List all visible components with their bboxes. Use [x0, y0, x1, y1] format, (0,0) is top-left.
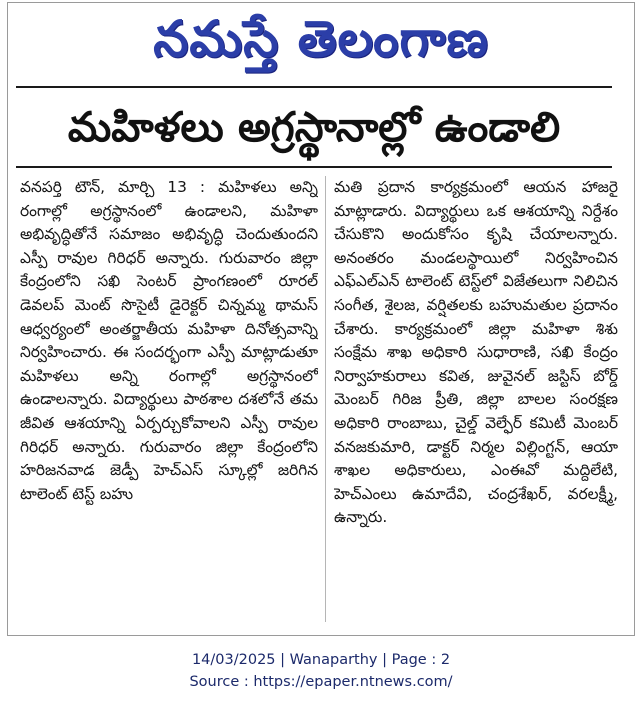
newspaper-masthead	[8, 3, 634, 81]
headline-top-rule	[16, 86, 612, 88]
masthead-logo-text: నమస్తే తెలంగాణ	[153, 10, 489, 68]
column-divider	[325, 176, 326, 622]
headline-text: మహిళలు అగ్రస్థానాల్లో ఉండాలి	[67, 103, 561, 151]
article-column-left: వనపర్తి టౌన్, మార్చి 13 : మహిళలు అన్ని రంగాల్లో అగ్రస్థానంలో ఉండాలని, మహిళా అభివృద్ధితోనే సమాజం అభివృద్ధి చెందుతుందని ఎస్పీ రావుల గిరిధర్ అన్నారు. గురువారం జిల్లా కేంద్రంలోని సఖి సెంటర్ ప్రాంగణంలో రూరల్ డెవలప్ మెంట్ సొసైటీ డైరెక్టర్ చిన్నమ్మ థామస్ ఆధ్వర్యంలో అంతర్జాతీయ మహిళా దినోత్సవాన్ని నిర్వహించారు. ఈ సందర్భంగా ఎస్పీ మాట్లాడుతూ మహిళలు అన్ని రంగాల్లో అగ్రస్థానంలో ఉండాలన్నారు. విద్యార్థులు పాఠశాల దశలోనే తమ జీవిత ఆశయాన్ని ఏర్పర్చుకోవాలని ఎస్పీ రావుల గిరిధర్ అన్నారు. గురువారం జిల్లా కేంద్రంలోని హరిజనవాడ జెడ్పీ హెచ్ఎస్ స్కూల్లో జరిగిన టాలెంట్ టెస్ట్ బహు	[20, 178, 318, 503]
article-column-right: మతి ప్రదాన కార్యక్రమంలో ఆయన హాజరై మాట్లాడారు. విద్యార్థులు ఒక ఆశయాన్ని నిర్దేశం చేసుకొని అందుకోసం కృషి చేయాలన్నారు. అనంతరం మండలస్థాయిలో నిర్వహించిన ఎఫ్ఎల్ఎన్ టాలెంట్ టెస్ట్‌లో విజేతలుగా నిలిచిన సంగీత, శైలజ, వర్షితలకు బహుమతుల ప్రదానం చేశారు. కార్యక్రమంలో జిల్లా మహిళా శిశు సంక్షేమ శాఖ అధికారి సుధారాణి, సఖి కేంద్రం నిర్వాహకురాలు కవిత, జువైనల్ జస్టిస్ బోర్డ్ మెంబర్ గిరిజ ప్రీతి, జిల్లా బాలల సంరక్షణ అధికారి రాంబాబు, చైల్డ్ వెల్ఫేర్ కమిటీ మెంబర్ వనజకుమారి, డాక్టర్ నిర్మల విల్లింగ్టన్, ఆయా శాఖల అధికారులు, ఎంఈవో మద్దిలేటి, హెచ్ఎంలు ఉమాదేవి, చంద్రశేఖర్, వరలక్ష్మీ, ఉన్నారు.	[334, 178, 618, 527]
headline-bottom-rule	[16, 166, 612, 168]
article-headline	[16, 92, 612, 162]
source-link[interactable]: Source : https://epaper.ntnews.com/	[189, 674, 453, 690]
edition-info: 14/03/2025 | Wanaparthy | Page : 2	[191, 652, 451, 668]
